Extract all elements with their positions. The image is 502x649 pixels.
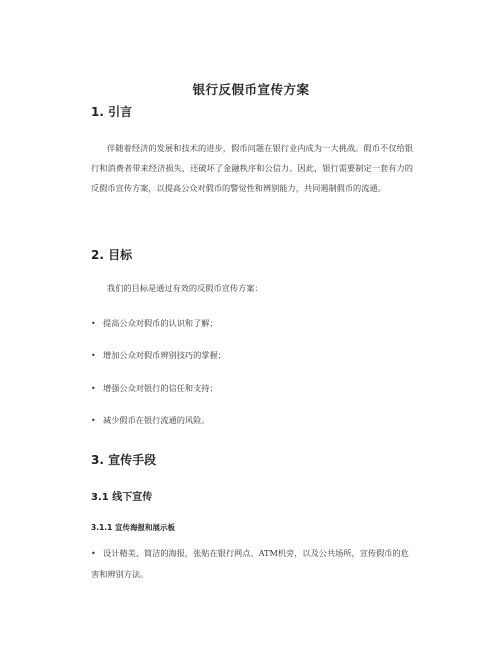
bullet-icon: • [91,351,96,360]
bullet-icon: • [91,384,96,393]
bullet-icon: • [91,319,96,328]
bullet-icon: • [91,549,96,558]
section-heading-means: 3. 宣传手段 [91,453,157,467]
subsection-heading-offline: 3.1 线下宣传 [91,492,153,503]
list-item: • 减少假币在银行流通的风险。 [91,415,210,425]
list-item: • 设计精美、简洁的海报，张贴在银行网点、ATM机旁，以及公共场所，宣传假币的危害和辨别方法。 [91,543,413,584]
list-item: • 增强公众对银行的信任和支持； [91,383,218,393]
section-heading-intro: 1. 引言 [91,105,133,119]
section-heading-goals: 2. 目标 [91,248,133,262]
subsubsection-heading-posters: 3.1.1 宣传海报和展示板 [91,523,175,532]
list-item: • 增加公众对假币辨别技巧的掌握； [91,350,226,360]
goals-intro: 我们的目标是通过有效的反假币宣传方案： [107,283,263,293]
document-title: 银行反假币宣传方案 [192,82,310,97]
bullet-icon: • [91,416,96,425]
intro-paragraph: 伴随着经济的发展和技术的进步，假币问题在银行业内成为一大挑战。假币不仅给银行和消费者带来经济损失，还破坏了金融秩序和公信力。因此，银行需要制定一套有力的反假币宣传方案，以提高公众对假币的警觉性和辨别能力，共同遏制假币的流通。 [91,143,413,193]
list-item: • 提高公众对假币的认识和了解； [91,318,218,328]
